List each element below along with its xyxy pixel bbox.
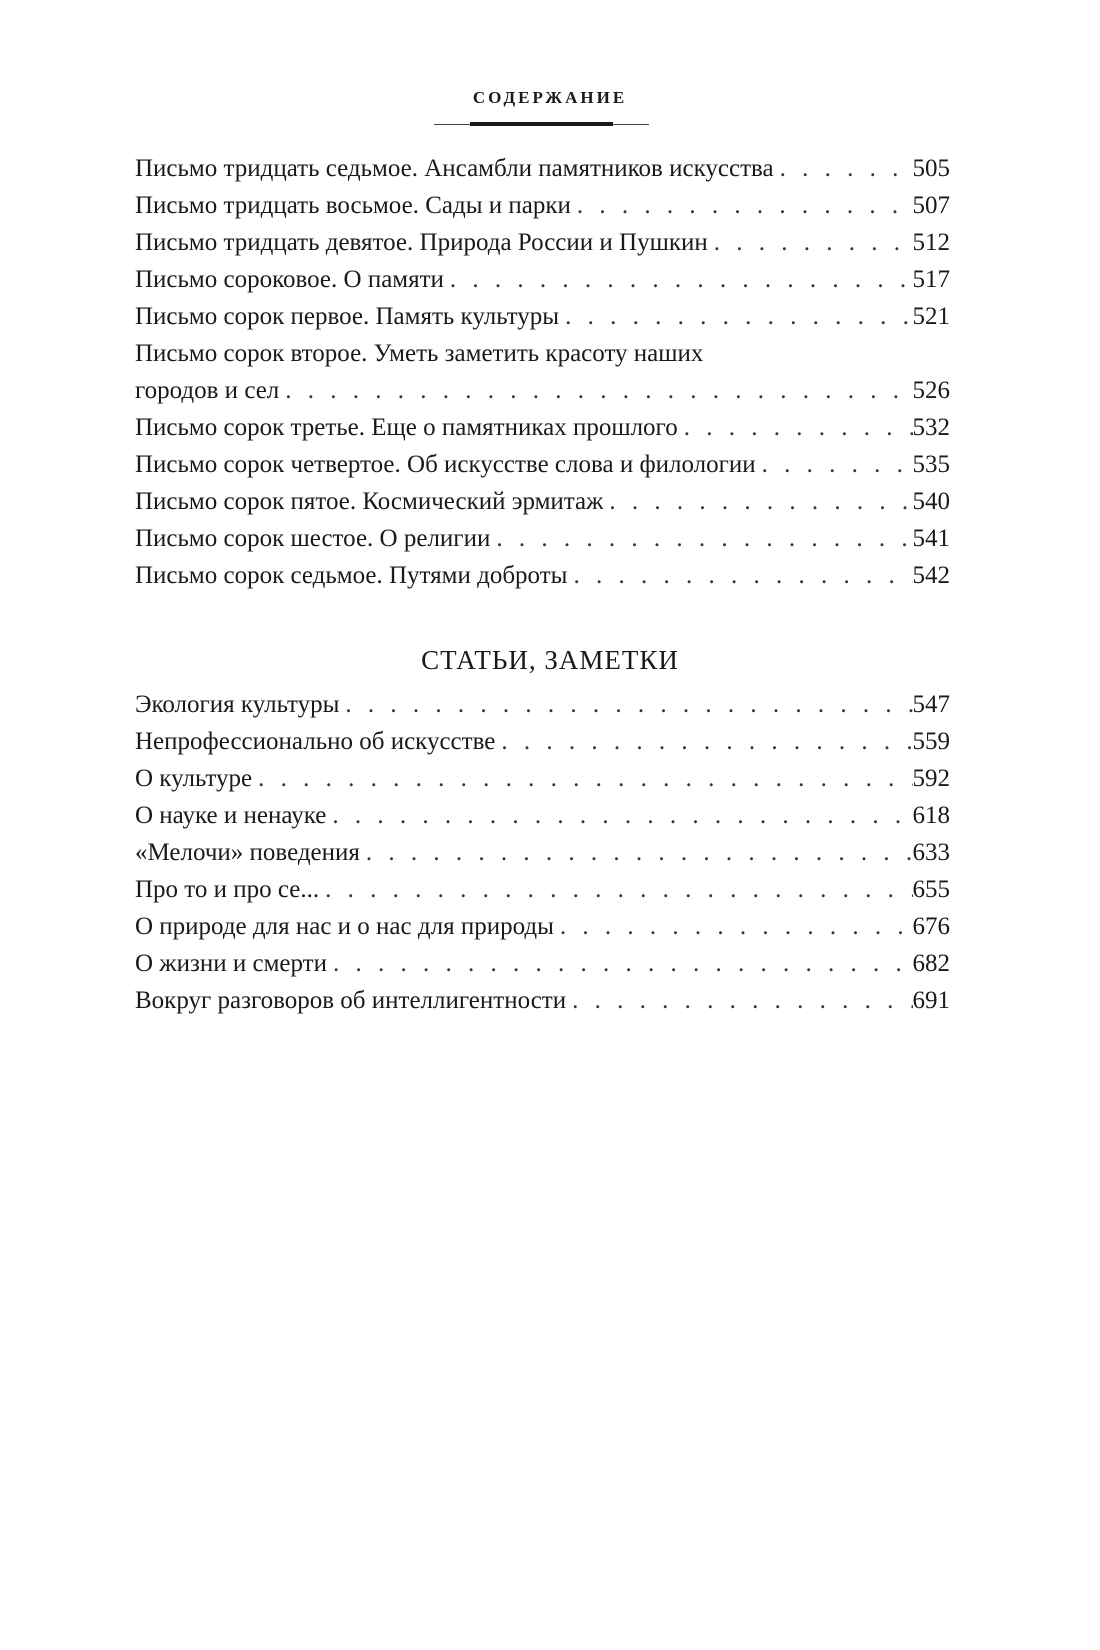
toc-entry-title: О природе для нас и о нас для природы [135, 913, 554, 940]
toc-entry [135, 520, 950, 557]
toc-entry-page: 676 [912, 913, 950, 940]
toc-entry-title: Письмо сорок пятое. Космический эрмитаж [135, 488, 604, 515]
dot-leader [603, 483, 912, 520]
toc-entry [135, 834, 950, 871]
dot-leader [252, 760, 912, 797]
toc-entry [135, 871, 950, 908]
toc-entry-title: Письмо тридцать седьмое. Ансамбли памятников искусства [135, 155, 774, 182]
toc-entry-title: Письмо сорок шестое. О религии [135, 525, 491, 552]
dot-leader [444, 261, 913, 298]
toc-entry-page: 547 [912, 691, 950, 718]
dot-leader [756, 446, 913, 483]
toc-entry-title: Письмо сорок третье. Еще о памятниках прошлого [135, 414, 678, 441]
dot-leader [774, 150, 913, 187]
toc-entry-title: «Мелочи» поведения [135, 839, 360, 866]
dot-leader [495, 723, 912, 760]
dot-leader [327, 945, 913, 982]
toc-entry [135, 982, 950, 1019]
toc-entry-page: 592 [912, 765, 950, 792]
toc-entry-title: Про то и про се... [135, 876, 320, 903]
toc-entry [135, 446, 950, 483]
toc-entry-title-line2: городов и сел [135, 377, 280, 404]
toc-entry-title: Экология культуры [135, 691, 340, 718]
running-head-title: СОДЕРЖАНИЕ [472, 88, 628, 107]
letters-toc-list [135, 150, 950, 594]
toc-entry [135, 335, 950, 409]
toc-entry-page: 521 [912, 303, 950, 330]
toc-entry-title: Письмо тридцать девятое. Природа России и Пушкин [135, 229, 708, 256]
dot-leader [559, 298, 912, 335]
toc-entry-title: Письмо сорок седьмое. Путями доброты [135, 562, 568, 589]
toc-entry-title: Непрофессионально об искусстве [135, 728, 496, 755]
toc-entry [135, 150, 950, 187]
toc-entry [135, 760, 950, 797]
toc-entry [135, 261, 950, 298]
dot-leader [319, 871, 912, 908]
section-heading: СТАТЬИ, ЗАМЕТКИ [421, 645, 679, 675]
toc-entry [135, 686, 950, 723]
dot-leader [566, 982, 912, 1019]
toc-entry [135, 723, 950, 760]
toc-entry-page: 633 [912, 839, 950, 866]
toc-entry-page: 540 [912, 488, 950, 515]
dot-leader [571, 187, 913, 224]
toc-entry-title: О культуре [135, 765, 253, 792]
toc-entry [135, 797, 950, 834]
toc-entry-title: Письмо сорок четвертое. Об искусстве слова и филологии [135, 451, 756, 478]
articles-toc-list [135, 686, 950, 1019]
toc-entry-title: Письмо сорок первое. Память культуры [135, 303, 560, 330]
toc-entry [135, 557, 950, 594]
toc-entry [135, 224, 950, 261]
toc-entry [135, 945, 950, 982]
toc-entry [135, 409, 950, 446]
toc-entry-page: 541 [912, 525, 950, 552]
toc-entry-page: 505 [912, 155, 950, 182]
toc-entry-page: 526 [912, 377, 950, 404]
toc-entry-title: Письмо тридцать восьмое. Сады и парки [135, 192, 571, 219]
toc-entry-page: 507 [912, 192, 950, 219]
dot-leader [326, 797, 912, 834]
header-rule-accent [470, 122, 613, 126]
toc-entry-title: Письмо сороковое. О памяти [135, 266, 444, 293]
toc-entry [135, 908, 950, 945]
toc-entry [135, 298, 950, 335]
toc-entry-page: 535 [912, 451, 950, 478]
dot-leader [339, 686, 912, 723]
toc-entry-page: 691 [912, 987, 950, 1014]
toc-entry-title: О жизни и смерти [135, 950, 327, 977]
toc-entry-title: Вокруг разговоров об интеллигентности [135, 987, 567, 1014]
toc-entry-page: 682 [912, 950, 950, 977]
dot-leader [490, 520, 912, 557]
dot-leader [567, 557, 912, 594]
toc-entry [135, 483, 950, 520]
dot-leader [279, 372, 912, 409]
dot-leader [554, 908, 913, 945]
dot-leader [708, 224, 913, 261]
dot-leader [678, 409, 913, 446]
toc-entry-page: 512 [912, 229, 950, 256]
toc-entry-page: 618 [912, 802, 950, 829]
toc-entry-page: 517 [912, 266, 950, 293]
toc-entry-title: О науке и ненауке [135, 802, 327, 829]
toc-entry-page: 542 [912, 562, 950, 589]
toc-entry-page: 559 [912, 728, 950, 755]
toc-entry-page: 532 [912, 414, 950, 441]
toc-entry [135, 187, 950, 224]
toc-entry-page: 655 [912, 876, 950, 903]
dot-leader [360, 834, 913, 871]
toc-entry-title-line1: Письмо сорок второе. Уметь заметить красоту наших [135, 340, 704, 367]
